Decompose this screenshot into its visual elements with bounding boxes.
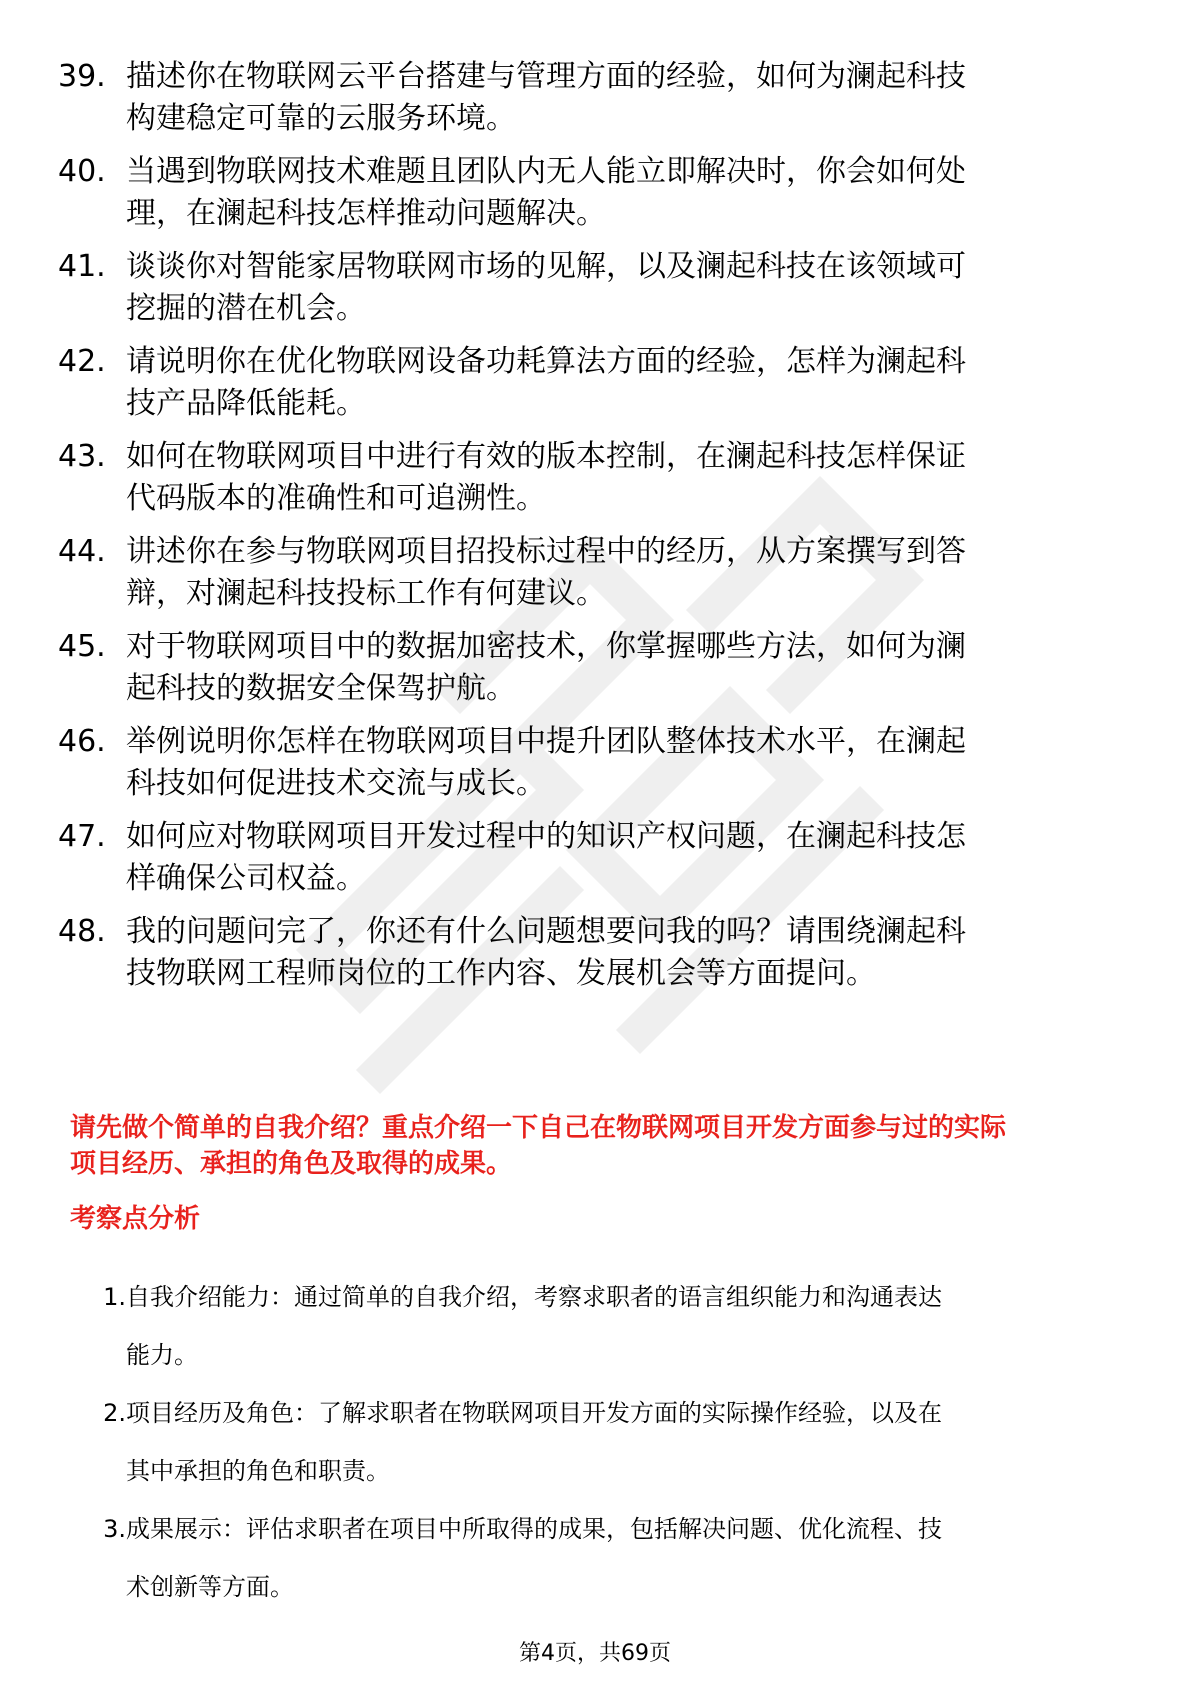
- question-text: 当遇到物联网技术难题且团队内无人能立即解决时，你会如何处 理，在澜起科技怎样推动问题解决。: [126, 154, 966, 231]
- analysis-number: 1.: [103, 1283, 126, 1311]
- question-number: 44.: [58, 534, 106, 569]
- question-text: 如何应对物联网项目开发过程中的知识产权问题，在澜起科技怎 样确保公司权益。: [126, 819, 966, 896]
- analysis-number: 3.: [103, 1515, 126, 1543]
- question-number: 45.: [58, 629, 106, 664]
- analysis-text: 自我介绍能力：通过简单的自我介绍，考察求职者的语言组织能力和沟通表达 能力。: [126, 1283, 942, 1369]
- question-text: 如何在物联网项目中进行有效的版本控制，在澜起科技怎样保证 代码版本的准确性和可追溯性。: [126, 439, 966, 516]
- analysis-number: 2.: [103, 1399, 126, 1427]
- analysis-text: 项目经历及角色：了解求职者在物联网项目开发方面的实际操作经验，以及在 其中承担的角色和职责。: [126, 1399, 942, 1485]
- question-text: 举例说明你怎样在物联网项目中提升团队整体技术水平，在澜起 科技如何促进技术交流与成长。: [126, 724, 966, 801]
- question-text: 请说明你在优化物联网设备功耗算法方面的经验，怎样为澜起科 技产品降低能耗。: [126, 344, 966, 421]
- question-number: 47.: [58, 819, 106, 854]
- question-text: 谈谈你对智能家居物联网市场的见解，以及澜起科技在该领域可 挖掘的潜在机会。: [126, 249, 966, 326]
- question-number: 46.: [58, 724, 106, 759]
- analysis-heading: 考察点分析: [70, 1204, 201, 1234]
- question-text: 讲述你在参与物联网项目招投标过程中的经历，从方案撰写到答 辩，对澜起科技投标工作有何建议。: [126, 534, 966, 611]
- question-text: 对于物联网项目中的数据加密技术，你掌握哪些方法，如何为澜 起科技的数据安全保驾护航。: [126, 629, 966, 706]
- question-number: 40.: [58, 154, 106, 189]
- analysis-text: 成果展示：评估求职者在项目中所取得的成果，包括解决问题、优化流程、技 术创新等方面。: [126, 1515, 942, 1601]
- question-number: 39.: [58, 59, 106, 94]
- question-text: 我的问题问完了，你还有什么问题想要问我的吗？请围绕澜起科 技物联网工程师岗位的工作内容、发展机会等方面提问。: [126, 914, 966, 991]
- question-number: 42.: [58, 344, 106, 379]
- question-number: 48.: [58, 914, 106, 949]
- question-number: 41.: [58, 249, 106, 284]
- page-footer: 第4页，共69页: [519, 1641, 671, 1666]
- highlight-question: 请先做个简单的自我介绍？重点介绍一下自己在物联网项目开发方面参与过的实际 项目经历、承担的角色及取得的成果。: [70, 1113, 1007, 1179]
- question-number: 43.: [58, 439, 106, 474]
- question-text: 描述你在物联网云平台搭建与管理方面的经验，如何为澜起科技 构建稳定可靠的云服务环境。: [126, 59, 966, 136]
